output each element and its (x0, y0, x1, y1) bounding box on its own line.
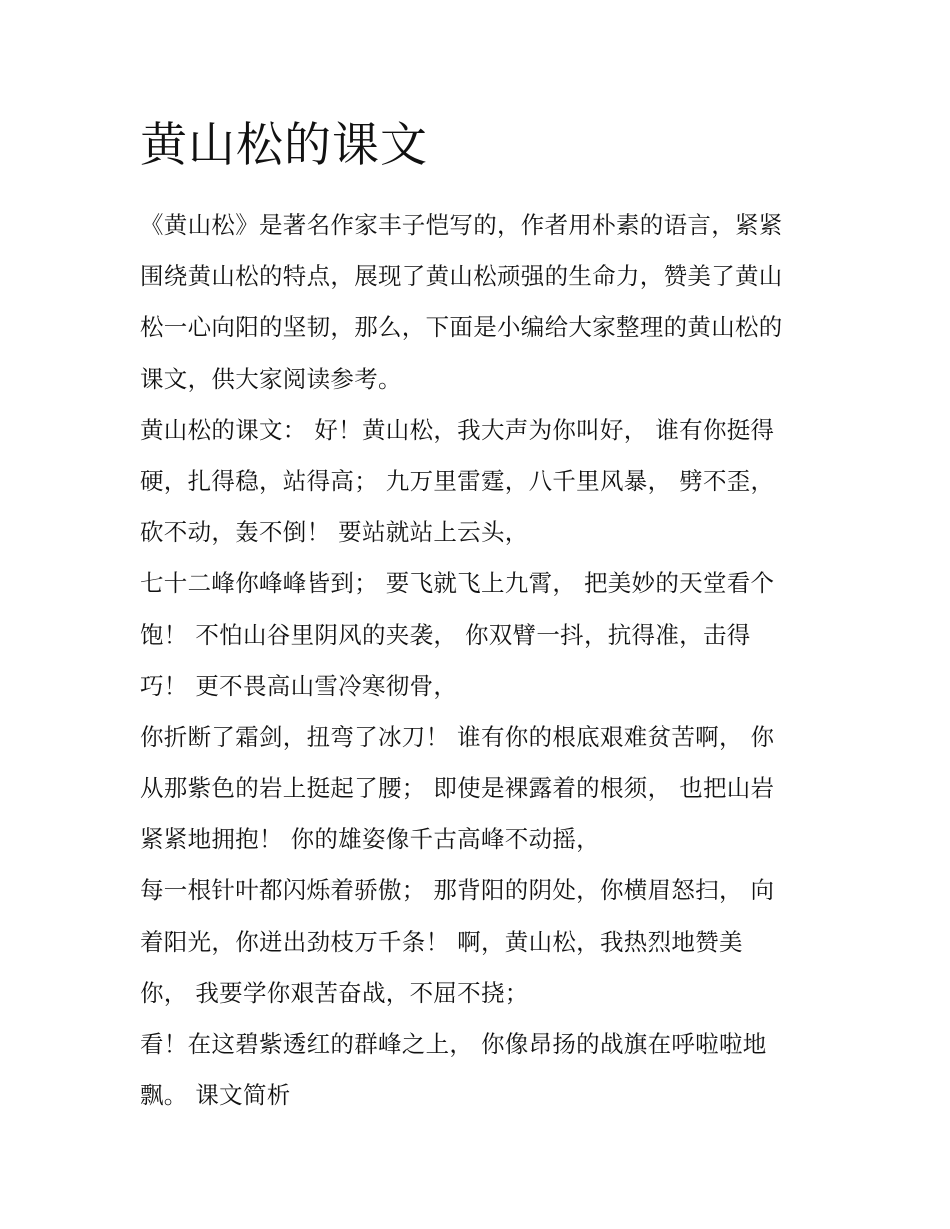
text-line: 硬，扎得稳，站得高； 九万里雷霆，八千里风暴， 劈不歪， (140, 466, 775, 495)
text-line: 课文，供大家阅读参考。 (140, 364, 402, 393)
text-line: 黄山松的课文： 好！黄山松，我大声为你叫好， 谁有你挺得 (140, 415, 775, 444)
text-line: 饱！ 不怕山谷里阴风的夹袭， 你双臂一抖，抗得准，击得 (140, 620, 751, 649)
text-line: 围绕黄山松的特点，展现了黄山松顽强的生命力，赞美了黄山 (140, 262, 783, 291)
text-line: 从那紫色的岩上挺起了腰； 即使是裸露着的根须， 也把山岩 (140, 774, 775, 803)
text-line: 每一根针叶都闪烁着骄傲； 那背阳的阴处，你横眉怒扫， 向 (140, 876, 775, 905)
text-line: 砍不动，轰不倒！ 要站就站上云头， (140, 518, 529, 547)
text-line: 飘。 课文简析 (140, 1081, 291, 1110)
document-body (140, 200, 820, 1121)
text-line: 七十二峰你峰峰皆到； 要飞就飞上九霄， 把美妙的天堂看个 (140, 569, 775, 598)
document-title: 黄山松的课文 (140, 118, 428, 173)
text-line: 你折断了霜剑，扭弯了冰刀！ 谁有你的根底艰难贫苦啊， 你 (140, 722, 775, 751)
text-line: 着阳光，你迸出劲枝万千条！ 啊，黄山松，我热烈地赞美 (140, 927, 743, 956)
text-line: 紧紧地拥抱！ 你的雄姿像千古高峰不动摇， (140, 825, 600, 854)
text-line: 《黄山松》是著名作家丰子恺写的，作者用朴素的语言，紧紧 (140, 211, 783, 239)
text-line: 松一心向阳的坚韧，那么，下面是小编给大家整理的黄山松的 (140, 313, 783, 342)
text-line: 巧！ 更不畏高山雪冷寒彻骨， (140, 671, 458, 700)
text-line: 你， 我要学你艰苦奋战，不屈不挠； (140, 978, 529, 1007)
text-line: 看！在这碧紫透红的群峰之上， 你像昂扬的战旗在呼啦啦地 (140, 1030, 767, 1058)
